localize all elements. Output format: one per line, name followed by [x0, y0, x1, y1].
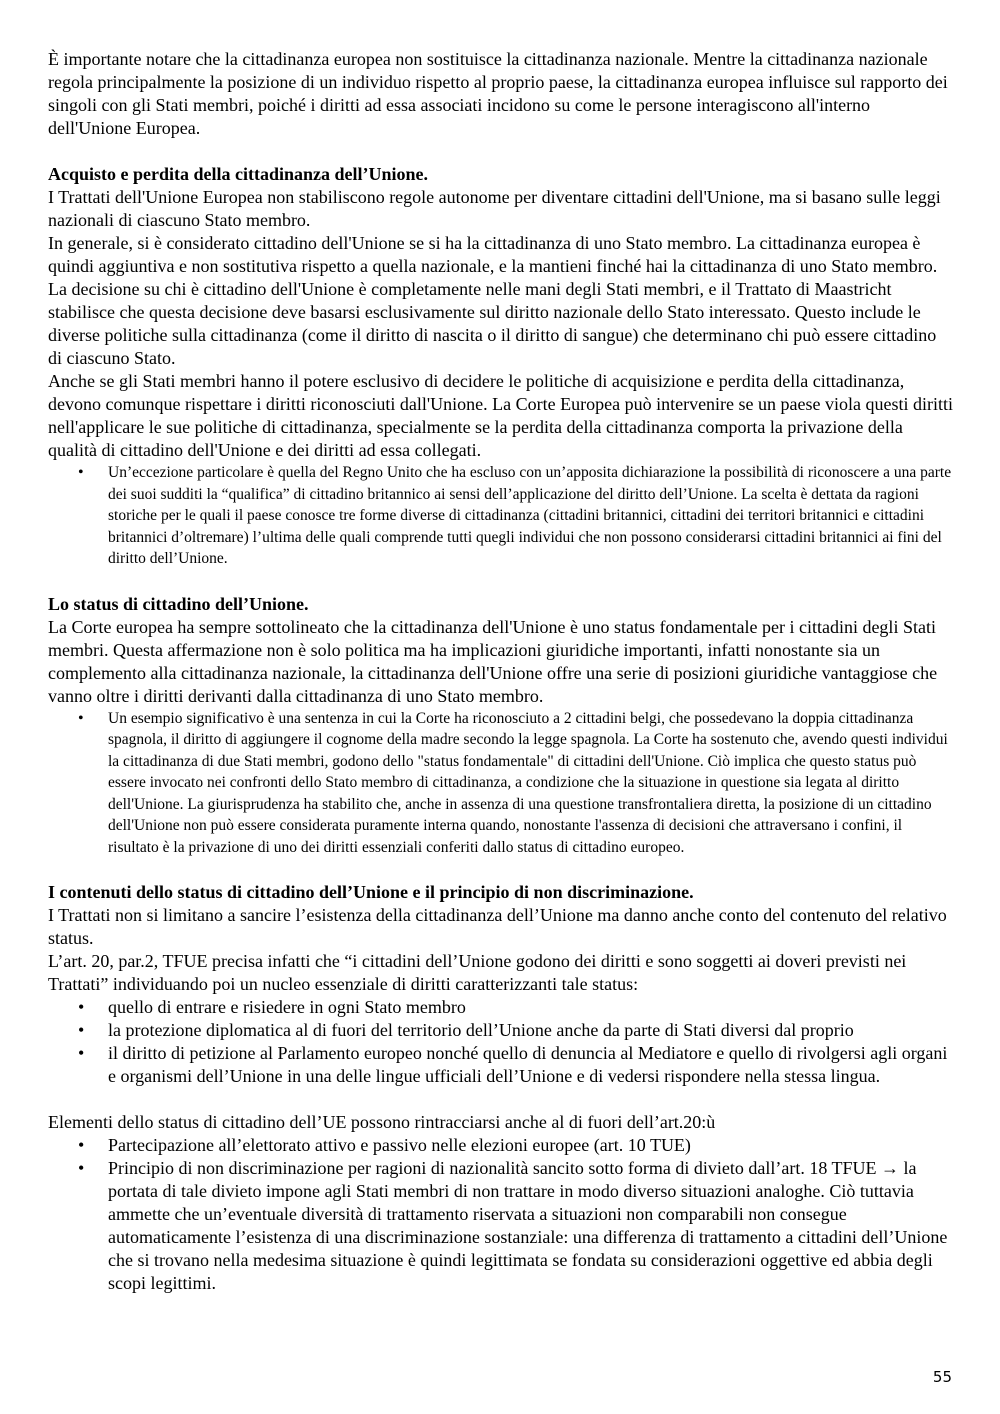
list-item: • la protezione diplomatica al di fuori del territorio dell’Unione anche da parte di Stati diversi dal proprio [48, 1019, 954, 1042]
paragraph: I Trattati non si limitano a sancire l’esistenza della cittadinanza dell’Unione ma danno anche conto del contenuto del relativo status. [48, 905, 947, 948]
paragraph: L’art. 20, par.2, TFUE precisa infatti che “i cittadini dell’Unione godono dei diritti e sono soggetti ai doveri previsti nei Trattati” individuando poi un nucleo essenziale di diritti caratterizzanti tale status: [48, 951, 907, 994]
list-item: • Principio di non discriminazione per ragioni di nazionalità sancito sotto forma di divieto dall’art. 18 TFUE → la portata di tale divieto impone agli Stati membri di non trattare in modo diverso situazioni analoghe. Ciò tuttavia ammette che un’eventuale diversità di trattamento riservata a situazioni non comparabili non consegue automaticamente l’esistenza di una discriminazione sostanziale: una differenza di trattamento a cittadini dell’Unione che si trovano nella medesima situazione è quindi legittimata se fondata su considerazioni oggettive ed abbia degli scopi legittimi. [48, 1157, 954, 1295]
list-item: • Un esempio significativo è una sentenza in cui la Corte ha riconosciuto a 2 cittadini belgi, che possedevano la doppia cittadinanza spagnola, il diritto di aggiungere il cognome della madre secondo la legge spagnola. La Corte ha sostenuto che, avendo questi individui la cittadinanza di due Stati membri, godono dello "status fondamentale" di cittadini dell'Unione. Ciò implica che questo status può essere invocato nei confronti dello Stato membro di cittadinanza, a condizione che la situazione in questione sia legata al diritto dell'Unione. La giurisprudenza ha stabilito che, anche in assenza di una questione transfrontaliera diretta, la posizione di un cittadino dell'Unione non può essere considerata puramente interna quando, nonostante l'assenza di decisioni che attraversano i confini, il risultato è la privazione di uno dei diritti essenziali conferiti dallo status di cittadino europeo. [48, 708, 954, 859]
bullet-list [48, 996, 954, 1088]
page-number: 55 [932, 1368, 952, 1386]
document-page [48, 48, 954, 1295]
list-item: • Partecipazione all’elettorato attivo e passivo nelle elezioni europee (art. 10 TUE) [48, 1134, 954, 1157]
list-item: • il diritto di petizione al Parlamento europeo nonché quello di denuncia al Mediatore e quello di rivolgersi agli organi e organismi dell’Unione in una delle lingue ufficiali dell’Unione e di vedersi rispondere nella stessa lingua. [48, 1042, 954, 1088]
paragraph: Elementi dello status di cittadino dell’UE possono rintracciarsi anche al di fuori dell’art.20:ù [48, 1112, 716, 1132]
section-heading-acquisto: Acquisto e perdita della cittadinanza dell’Unione. [48, 164, 429, 184]
bullet-list [48, 708, 954, 859]
paragraph: I Trattati dell'Unione Europea non stabiliscono regole autonome per diventare cittadini dell'Unione, ma si basano sulle leggi nazionali di ciascuno Stato membro. [48, 187, 941, 230]
section-heading-status: Lo status di cittadino dell’Unione. [48, 593, 309, 614]
paragraph: Anche se gli Stati membri hanno il potere esclusivo di decidere le politiche di acquisizione e perdita della cittadinanza, devono comunque rispettare i diritti riconosciuti dall'Unione. La Corte Europea può intervenire se un paese viola questi diritti nell'applicare le sue politiche di cittadinanza, specialmente se la perdita della cittadinanza comporta la privazione della qualità di cittadino dell'Unione e dei diritti ad essa collegati. [48, 371, 953, 460]
list-item: • quello di entrare e risiedere in ogni Stato membro [48, 996, 954, 1019]
paragraph: In generale, si è considerato cittadino dell'Unione se si ha la cittadinanza di uno Stato membro. La cittadinanza europea è quindi aggiuntiva e non sostitutiva rispetto a quella nazionale, e la mantieni finché hai la cittadinanza di uno Stato membro. La decisione su chi è cittadino dell'Unione è completamente nelle mani degli Stati membri, e il Trattato di Maastricht stabilisce che questa decisione deve basarsi esclusivamente sul diritto nazionale dello Stato interessato. Questo include le diverse politiche sulla cittadinanza (come il diritto di nascita o il diritto di sangue) che determinano chi può essere cittadino di ciascuno Stato. [48, 233, 938, 368]
bullet-list [48, 1134, 954, 1295]
intro-paragraph: È importante notare che la cittadinanza europea non sostituisce la cittadinanza nazionale. Mentre la cittadinanza nazionale regola principalmente la posizione di un individuo rispetto al proprio paese, la cittadinanza europea influisce sul rapporto dei singoli con gli Stati membri, poiché i diritti ad essa associati incidono su come le persone interagiscono all'interno dell'Unione Europea. [48, 49, 948, 138]
section-heading-contenuti: I contenuti dello status di cittadino dell’Unione e il principio di non discriminazione. [48, 882, 694, 902]
paragraph: La Corte europea ha sempre sottolineato che la cittadinanza dell'Unione è uno status fondamentale per i cittadini degli Stati membri. Questa affermazione non è solo politica ma ha implicazioni giuridiche importanti, infatti nonostante sia un complemento alla cittadinanza nazionale, la cittadinanza dell'Unione offre una serie di posizioni giuridiche vantaggiose che vanno oltre i diritti derivanti dalla cittadinanza di uno Stato membro. [48, 616, 938, 706]
bullet-list [48, 462, 954, 570]
list-item: • Un’eccezione particolare è quella del Regno Unito che ha escluso con un’apposita dichiarazione la possibilità di riconoscere a una parte dei suoi sudditi la “qualifica” di cittadino britannico ai sensi dell’applicazione del diritto dell’Unione. La scelta è dettata da ragioni storiche per le quali il paese conosce tre forme diverse di cittadinanza (cittadini britannici, cittadini dei territori britannici e cittadini britannici d’oltremare) l’ultima delle quali comprende tutti quegli individui che non possono considerarsi cittadini britannici ai fini del diritto dell’Unione. [48, 462, 954, 570]
